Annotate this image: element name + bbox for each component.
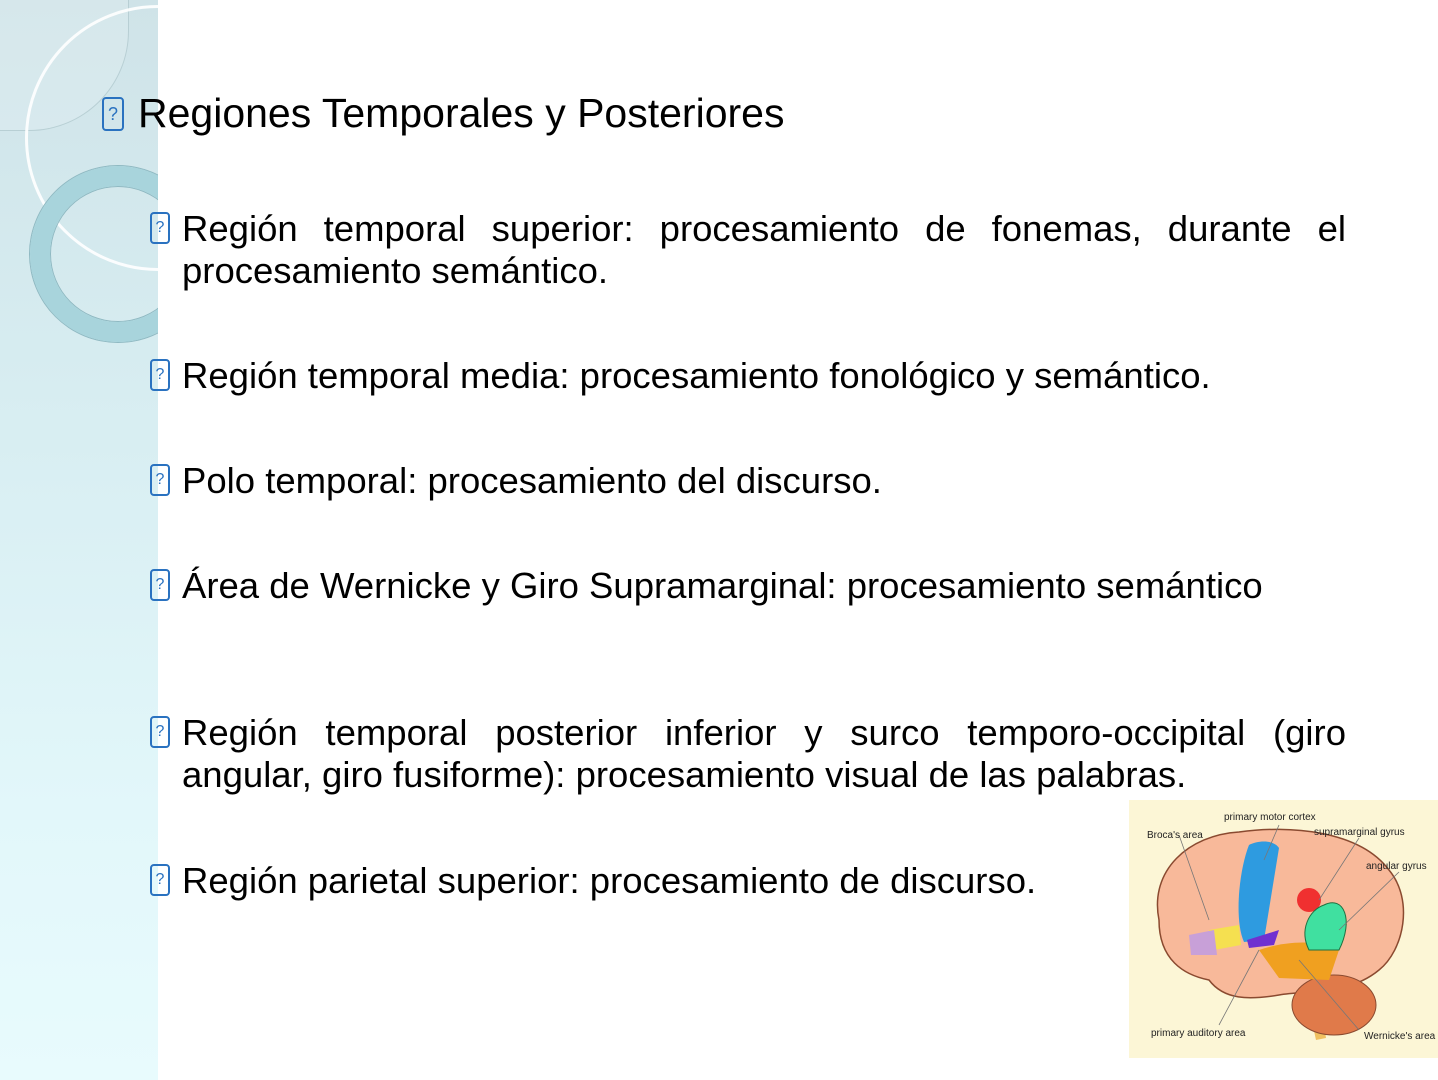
label-brocas-area: Broca's area <box>1147 830 1203 841</box>
list-item <box>150 565 1346 607</box>
slide-title <box>102 90 784 137</box>
brain-diagram <box>1129 800 1438 1058</box>
label-angular-gyrus: angular gyrus <box>1366 861 1427 872</box>
list-item <box>150 712 1346 796</box>
list-item-text: Región temporal posterior inferior y surco temporo-occipital (giro angular, giro fusiforme): procesamiento visual de las palabras. <box>182 712 1346 795</box>
label-primary-auditory-area: primary auditory area <box>1151 1028 1246 1039</box>
slide-title-text: Regiones Temporales y Posteriores <box>138 90 785 136</box>
list-item <box>150 355 1346 397</box>
bullet-icon: ? <box>150 716 170 748</box>
bullet-icon: ? <box>150 464 170 496</box>
decorative-sidebar <box>0 0 158 1080</box>
bullet-icon: ? <box>102 97 124 131</box>
list-item <box>150 208 1346 292</box>
bullet-icon: ? <box>150 864 170 896</box>
list-item <box>150 460 1346 502</box>
bullet-icon: ? <box>150 569 170 601</box>
list-item-text: Polo temporal: procesamiento del discurso. <box>182 460 882 501</box>
list-item-text: Región temporal superior: procesamiento de fonemas, durante el procesamiento semántico. <box>182 208 1346 291</box>
bullet-icon: ? <box>150 212 170 244</box>
bullet-icon: ? <box>150 359 170 391</box>
label-wernickes-area: Wernicke's area <box>1364 1031 1436 1042</box>
list-item <box>150 860 1110 902</box>
label-supramarginal-gyrus: supramarginal gyrus <box>1314 827 1405 838</box>
label-primary-motor-cortex: primary motor cortex <box>1224 812 1316 823</box>
list-item-text: Región parietal superior: procesamiento de discurso. <box>182 860 1037 901</box>
list-item-text: Región temporal media: procesamiento fonológico y semántico. <box>182 355 1211 396</box>
list-item-text: Área de Wernicke y Giro Supramarginal: procesamiento semántico <box>182 565 1263 606</box>
